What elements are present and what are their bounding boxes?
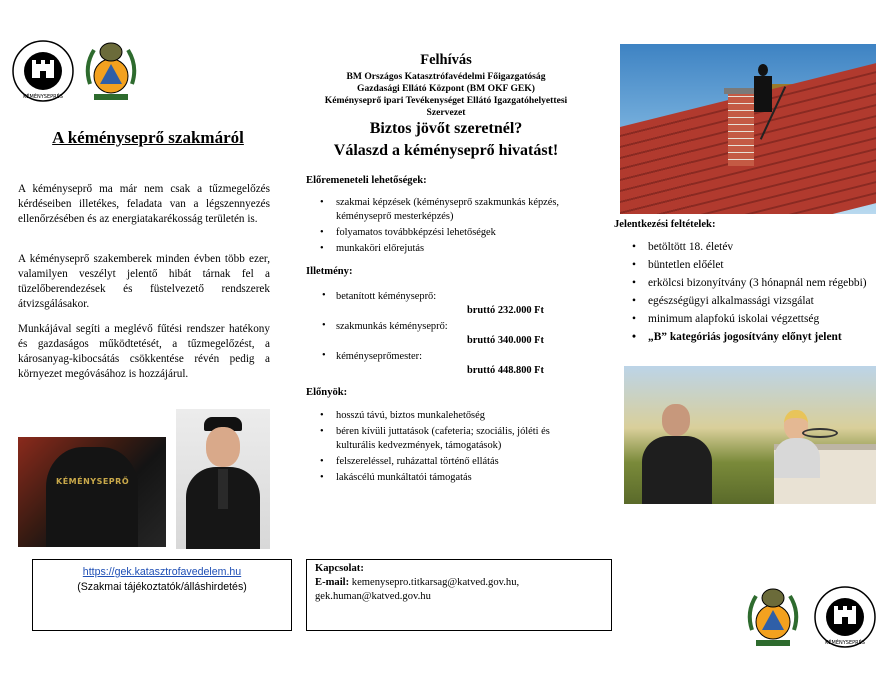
left-title: A kéményseprő szakmáról	[52, 128, 244, 147]
guild-logo-text: KÉMÉNYSEPRÉS	[23, 94, 63, 100]
salary-value: bruttó 340.000 Ft	[466, 335, 544, 346]
salary-row	[336, 290, 544, 318]
email-label: E-mail:	[315, 577, 350, 588]
left-paragraph-2: A kéményseprő szakemberek minden évben több ezer, valamilyen veszélyt jelentő hibát tárnak fel a tüzelőberendezések és füstelvezető rendszerek átvizsgálásakor.	[18, 253, 270, 310]
advancement-title: Előremeneteli lehetőségek:	[306, 175, 427, 186]
katasztrofavedelem-emblem-top	[80, 38, 142, 104]
requirements-title: Jelentkezési feltételek:	[614, 219, 716, 230]
list-item: • felszereléssel, ruházattal történő ellátás	[318, 455, 580, 469]
salary-bullet: •	[322, 350, 326, 361]
jacket-lettering: KÉMÉNYSEPRŐ	[56, 477, 130, 486]
katasztrofavedelem-emblem-bottom	[742, 584, 804, 650]
chimney-sweep-portrait-photo	[176, 409, 270, 549]
guild-logo-top	[12, 40, 74, 102]
slogan-line-1: Biztos jövőt szeretnél?	[369, 120, 523, 137]
left-paragraph-3: Munkájával segíti a meglévő fűtési rendszer hatékony és gazdaságos működtetését, a tűzmegelőzést, a károsanyag-kibocsátás csökkentése révén pedig a környezet megóvásához is hozzájárul.	[18, 323, 270, 380]
slogan-line-2: Válaszd a kéményseprő hivatást!	[333, 142, 559, 159]
chimney-sweep-jacket-photo	[18, 437, 166, 547]
advancement-list	[318, 196, 580, 258]
benefits-list	[318, 409, 580, 487]
website-link[interactable]: https://gek.katasztrofavedelem.hu	[82, 566, 242, 578]
salary-row	[336, 320, 544, 348]
website-box	[32, 559, 292, 631]
guild-logo-bottom	[814, 586, 876, 648]
salary-label: betanított kéményseprő:	[336, 291, 437, 302]
salary-bullet: •	[322, 290, 326, 301]
list-item: • béren kívüli juttatások (cafeteria; szociális, jóléti és kulturális kedvezmények, támogatások)	[318, 425, 580, 453]
list-item: • hosszú távú, biztos munkalehetőség	[318, 409, 580, 423]
benefits-title: Előnyök:	[306, 387, 348, 398]
chimney-inspection-photo	[624, 366, 876, 504]
org-line-2: Gazdasági Ellátó Központ (BM OKF GEK)	[357, 83, 535, 94]
salary-label: kéményseprőmester:	[336, 351, 422, 362]
list-item: • munkaköri előrejutás	[318, 242, 580, 256]
email-2[interactable]: gek.human@katved.gov.hu	[315, 591, 431, 602]
left-paragraph-1: A kéményseprő ma már nem csak a tűzmegelőzés kérdéseiben illetékes, feladata van a légszennyezés ellenőrzésében és az energiatakarékosság területén is.	[18, 183, 270, 225]
contact-title: Kapcsolat:	[315, 563, 364, 574]
list-item: • büntetlen előélet	[630, 258, 878, 274]
contact-box	[306, 559, 612, 631]
list-item: • folyamatos továbbképzési lehetőségek	[318, 226, 580, 240]
org-line-1: BM Országos Katasztrófavédelmi Főigazgatóság	[346, 71, 546, 82]
guild-logo-text: KÉMÉNYSEPRÉS	[825, 640, 865, 646]
salary-value: bruttó 232.000 Ft	[466, 305, 544, 316]
salary-title: Illetmény:	[306, 266, 353, 277]
roof-chimney-photo	[620, 44, 876, 214]
website-note: (Szakmai tájékoztatók/álláshirdetés)	[77, 581, 247, 593]
salary-value: bruttó 448.800 Ft	[466, 365, 544, 376]
list-item: • minimum alapfokú iskolai végzettség	[630, 312, 878, 328]
list-item: • egészségügyi alkalmassági vizsgálat	[630, 294, 878, 310]
org-line-4: Szervezet	[426, 107, 466, 118]
org-line-3: Kéményseprő ipari Tevékenységet Ellátó Igazgatóhelyettesi	[324, 95, 568, 106]
salary-bullet: •	[322, 320, 326, 331]
list-item: • erkölcsi bizonyítvány (3 hónapnál nem régebbi)	[630, 276, 878, 292]
salary-label: szakmunkás kéményseprő:	[336, 321, 448, 332]
salary-row	[336, 350, 544, 378]
list-item: • „B” kategóriás jogosítvány előnyt jelent	[630, 330, 878, 346]
call-title: Felhívás	[420, 52, 472, 68]
requirements-list	[630, 240, 878, 348]
list-item: • lakáscélú munkáltatói támogatás	[318, 471, 580, 485]
list-item: • betöltött 18. életév	[630, 240, 878, 256]
list-item: • szakmai képzések (kéményseprő szakmunkás képzés, kéményseprő mesterképzés)	[318, 196, 580, 224]
email-1[interactable]: kemenysepro.titkarsag@katved.gov.hu,	[351, 577, 520, 588]
